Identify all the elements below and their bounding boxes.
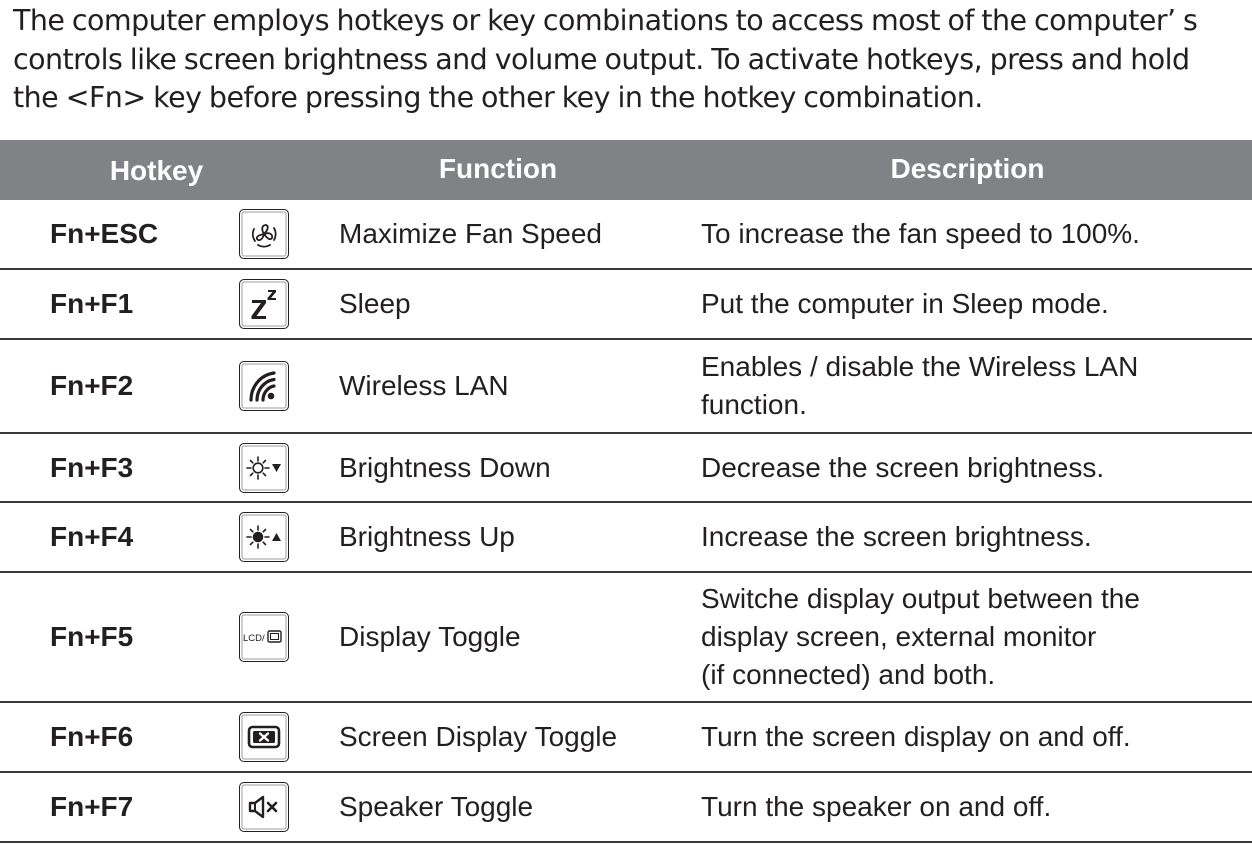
function-cell: Display Toggle <box>339 621 521 652</box>
wireless-icon <box>239 361 289 411</box>
function-cell: Sleep <box>339 288 411 319</box>
icon-cell <box>237 703 290 771</box>
description-line: Put the computer in Sleep mode. <box>701 288 1109 319</box>
icon-cell <box>237 270 290 338</box>
screen-off-icon <box>239 712 289 762</box>
speaker-mute-icon <box>239 782 289 832</box>
display-toggle-icon <box>239 612 289 662</box>
table-header <box>0 140 1252 200</box>
column-header-function: Function <box>438 153 558 184</box>
intro-paragraph <box>13 2 1248 118</box>
description-cell <box>701 573 1246 701</box>
icon-cell <box>237 340 290 432</box>
description-cell <box>701 503 1246 571</box>
description-line: display screen, external monitor <box>701 621 1097 652</box>
icon-cell <box>237 503 290 571</box>
brightness-up-icon <box>239 512 289 562</box>
description-cell <box>701 703 1246 771</box>
description-line: To increase the fan speed to 100%. <box>701 218 1140 249</box>
column-header-hotkey: Hotkey <box>109 155 204 186</box>
hotkey-cell: Fn+F7 <box>50 791 134 822</box>
function-cell: Brightness Up <box>339 521 515 552</box>
table-row <box>0 503 1252 573</box>
table-row <box>0 773 1252 843</box>
hotkey-cell: Fn+F1 <box>50 288 134 319</box>
icon-cell <box>237 434 290 501</box>
description-line: Enables / disable the Wireless LAN <box>701 351 1139 382</box>
icon-cell <box>237 573 290 701</box>
intro-line: The computer employs hotkeys or key combinations to access most of the computer’ s <box>13 4 1198 37</box>
function-cell: Speaker Toggle <box>339 791 534 822</box>
description-cell <box>701 340 1246 432</box>
description-line: (if connected) and both. <box>701 659 996 690</box>
table-row <box>0 573 1252 703</box>
description-line: Decrease the screen brightness. <box>701 451 1105 483</box>
hotkey-cell: Fn+F4 <box>50 521 134 552</box>
hotkey-cell: Fn+F2 <box>50 370 134 401</box>
display-toggle-label: LCD/ <box>242 633 265 644</box>
description-line: Turn the screen display on and off. <box>701 721 1131 752</box>
description-line: Turn the speaker on and off. <box>701 791 1052 822</box>
description-cell <box>701 270 1246 338</box>
table-row <box>0 200 1252 270</box>
table-row <box>0 434 1252 503</box>
icon-cell <box>237 773 290 841</box>
intro-line: the <Fn> key before pressing the other key in the hotkey combination. <box>13 81 983 114</box>
hotkey-cell: Fn+F3 <box>50 451 134 483</box>
description-line: Switche display output between the <box>701 583 1140 614</box>
function-cell: Maximize Fan Speed <box>339 218 603 249</box>
intro-line: controls like screen brightness and volume output. To activate hotkeys, press and hold <box>13 42 1190 76</box>
function-cell: Screen Display Toggle <box>339 721 618 752</box>
table-row <box>0 270 1252 340</box>
hotkey-cell: Fn+ESC <box>50 218 159 249</box>
description-cell <box>701 200 1246 268</box>
sleep-icon <box>239 279 289 329</box>
function-cell: Wireless LAN <box>339 370 509 401</box>
table-row <box>0 340 1252 434</box>
description-line: Increase the screen brightness. <box>701 521 1092 552</box>
description-line: function. <box>701 389 807 420</box>
hotkey-table <box>0 140 1252 843</box>
hotkey-cell: Fn+F5 <box>50 621 134 652</box>
function-cell: Brightness Down <box>339 451 551 483</box>
icon-cell <box>237 200 290 268</box>
fan-icon <box>239 209 289 259</box>
column-header-description: Description <box>890 153 1045 184</box>
brightness-down-icon <box>239 443 289 493</box>
table-row <box>0 703 1252 773</box>
description-cell <box>701 434 1246 501</box>
description-cell <box>701 773 1246 841</box>
table-body <box>0 200 1252 843</box>
hotkey-cell: Fn+F6 <box>50 721 134 752</box>
